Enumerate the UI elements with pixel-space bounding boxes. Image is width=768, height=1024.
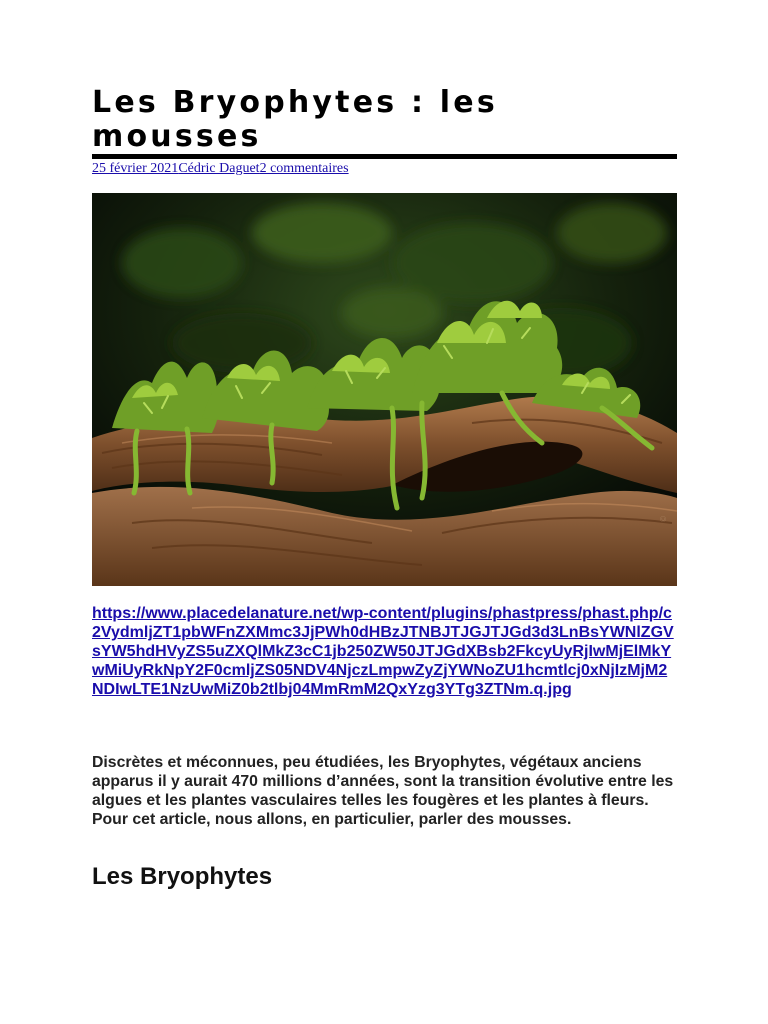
article-meta xyxy=(92,161,349,177)
svg-text:©: © xyxy=(659,515,668,523)
date-link[interactable]: 25 février 2021 xyxy=(92,161,179,176)
comments-link[interactable]: 2 commentaires xyxy=(259,161,349,176)
author-link[interactable]: Cédric Daguet xyxy=(178,161,260,176)
moss-photo xyxy=(92,193,677,586)
article-title: Les Bryophytes : les mousses xyxy=(92,85,498,154)
image-source-link[interactable]: https://www.placedelanature.net/wp-content/plugins/phastpress/phast.php/c2VydmljZT1pbWFnZXMmc3JjPWh0dHBzJTNBJTJGJTJGd3d3LnBsYWNlZGVsYW5hdHVyZS5uZXQlMkZ3cC1jb250ZW50JTJGdXBsb2FkcyUyRjIwMjElMkYwMiUyRkNpY2F0cmljZS05NDV4NjczLmpwZyZjYWNoZU1hcmtlcj0xNjIzMjM2NDIwLTE1NzUwMiZ0b2tlbj04MmRmM2QxYzg3YTg3ZTNm.q.jpg xyxy=(92,605,674,698)
title-divider xyxy=(92,154,677,159)
section-heading: Les Bryophytes xyxy=(92,863,273,890)
intro-paragraph: Discrètes et méconnues, peu étudiées, les Bryophytes, végétaux anciens apparus il y aurait 470 millions d’années, sont la transition évolutive entre les algues et les plantes vasculaires telles les fougères et les plantes à fleurs. Pour cet article, nous allons, en particulier, parler des mousses. xyxy=(92,754,674,828)
